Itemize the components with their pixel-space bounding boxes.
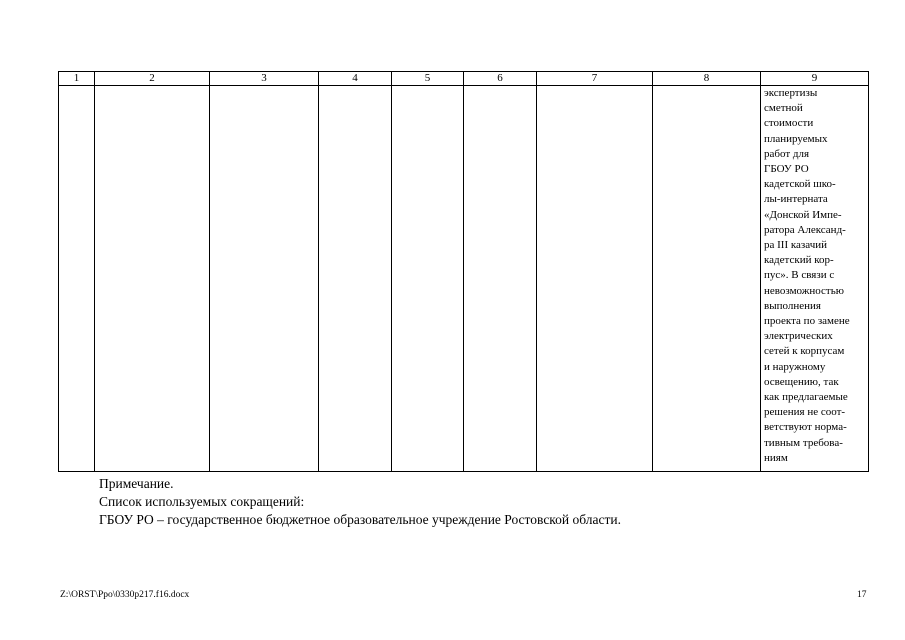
col9-line: ГБОУ РО [764,163,809,176]
column-header-1: 1 [59,72,95,86]
col9-line: «Донской Импе- [764,208,842,221]
column-header-8: 8 [653,72,761,86]
col9-text [761,86,868,466]
col9-line: лы-интерната [764,193,828,206]
table-cell-col6 [464,86,537,472]
col9-line: планируемых [764,132,828,145]
col9-line: сетей к корпусам [764,345,845,358]
footer-file-path: Z:\ORST\Ppo\0330p217.f16.docx [60,590,190,600]
col9-line: ра III казачий [764,239,828,252]
col9-line: проекта по замене [764,315,850,328]
col9-line: ратора Александ- [764,223,846,236]
column-header-4: 4 [319,72,392,86]
table-cell-col2 [95,86,210,472]
table-header-row [59,72,869,86]
col9-line: невозможностью [764,284,844,297]
column-header-2: 2 [95,72,210,86]
col9-line: ветствуют норма- [764,421,847,434]
col9-line: электрических [764,330,833,343]
column-header-9: 9 [761,72,869,86]
column-header-5: 5 [392,72,464,86]
note-abbreviation: ГБОУ РО – государственное бюджетное образовательное учреждение Ростовской области. [99,512,622,527]
note-subtitle: Список используемых сокращений: [99,494,305,509]
document-table [58,71,869,472]
table-cell-col8 [653,86,761,472]
table-row [59,86,869,472]
col9-line: стоимости [764,117,814,130]
table-cell-col3 [210,86,319,472]
table-cell-col1 [59,86,95,472]
col9-line: как предлагаемые [764,391,848,404]
column-header-3: 3 [210,72,319,86]
col9-line: кадетский кор- [764,254,834,267]
col9-line: сметной [764,102,803,115]
column-header-7: 7 [537,72,653,86]
col9-line: решения не соот- [764,406,846,419]
col9-line: тивным требова- [764,436,843,449]
table-cell-col5 [392,86,464,472]
column-header-6: 6 [464,72,537,86]
col9-line: кадетской шко- [764,178,836,191]
table-cell-col9 [761,86,869,472]
col9-line: ниям [764,451,788,464]
footer-page-number: 17 [857,590,867,600]
note-section [99,475,621,529]
table-cell-col7 [537,86,653,472]
col9-line: пус». В связи с [764,269,835,282]
col9-line: освещению, так [764,375,839,388]
col9-line: экспертизы [764,87,818,99]
col9-line: и наружному [764,360,826,373]
table-cell-col4 [319,86,392,472]
col9-line: работ для [764,147,810,160]
col9-line: выполнения [764,299,821,312]
note-title: Примечание. [99,476,174,491]
